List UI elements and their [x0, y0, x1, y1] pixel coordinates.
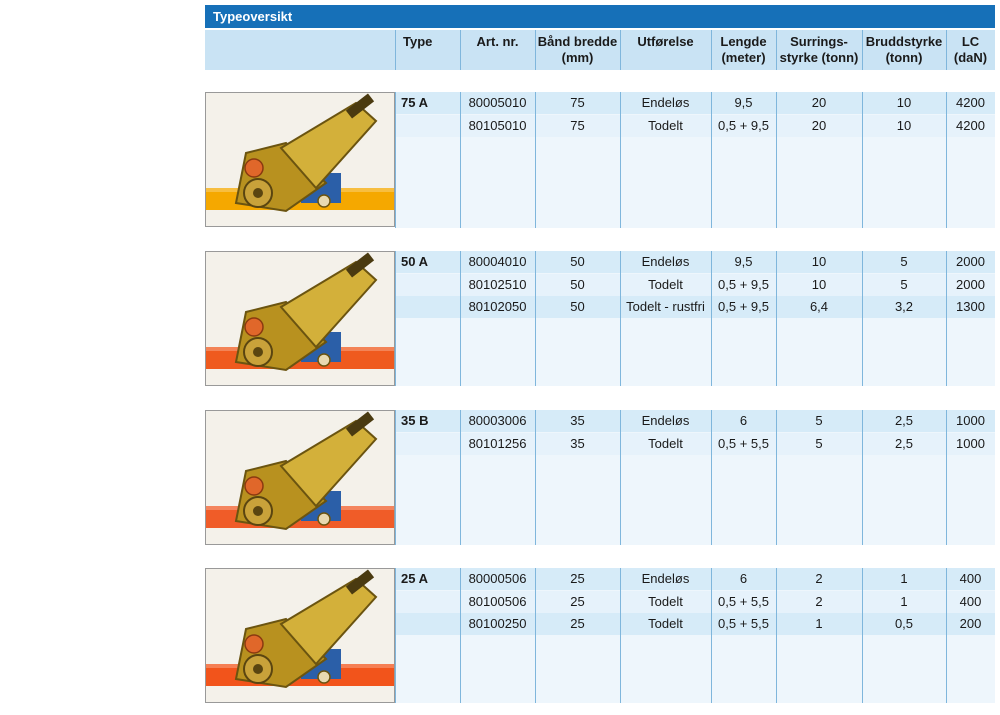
cell-art: 80000506 [468, 571, 527, 586]
cell-lc: 2000 [956, 276, 985, 292]
cell-bredde: 75 [570, 95, 585, 110]
header-divider [862, 30, 863, 70]
cell-brudd: 0,5 [894, 616, 914, 632]
cell-brudd: 1 [900, 593, 908, 609]
cell-utforelse: Todelt [648, 593, 683, 609]
ratchet-strap-35b-image [205, 410, 395, 545]
header-divider [460, 30, 461, 70]
cell-bredde: 50 [570, 254, 585, 269]
cell-brudd: 10 [896, 117, 912, 133]
section-title: Typeoversikt [205, 5, 995, 28]
column-header-bredde: Bånd bredde (mm) [537, 34, 618, 65]
cell-brudd: 2,5 [894, 435, 914, 451]
cell-brudd: 5 [900, 276, 908, 292]
cell-lengde: 6 [739, 571, 748, 586]
cell-art: 80102050 [468, 299, 527, 315]
table-header [205, 30, 995, 70]
cell-lc: 1300 [956, 299, 985, 315]
cell-surring: 1 [815, 616, 823, 632]
cell-utforelse: Todelt [648, 276, 683, 292]
column-header-lc: LC (daN) [953, 34, 988, 65]
type-label: 35 B [401, 413, 429, 428]
cell-lengde: 0,5 + 5,5 [718, 593, 769, 609]
cell-lc: 4200 [956, 117, 985, 133]
ratchet-icon [206, 411, 394, 544]
cell-bredde: 50 [570, 299, 585, 315]
cell-lc: 1000 [956, 435, 985, 451]
cell-bredde: 50 [570, 276, 585, 292]
cell-lengde: 0,5 + 9,5 [718, 117, 769, 133]
ratchet-icon [206, 252, 394, 385]
cell-lc: 400 [959, 593, 982, 609]
header-divider [946, 30, 947, 70]
cell-lc: 1000 [956, 413, 985, 428]
ratchet-icon [206, 93, 394, 226]
cell-lc: 400 [959, 571, 982, 586]
cell-lengde: 0,5 + 5,5 [718, 435, 769, 451]
cell-lengde: 9,5 [734, 254, 753, 269]
column-header-surring: Surrings- styrke (tonn) [779, 34, 859, 65]
cell-bredde: 25 [570, 571, 585, 586]
cell-utforelse: Todelt [648, 616, 683, 632]
cell-utforelse: Endeløs [641, 413, 690, 428]
ratchet-icon [206, 569, 394, 702]
cell-lengde: 9,5 [734, 95, 753, 110]
column-header-art: Art. nr. [476, 34, 519, 49]
cell-art: 80003006 [468, 413, 527, 428]
cell-art: 80101256 [468, 435, 527, 451]
cell-bredde: 25 [570, 616, 585, 632]
header-divider [620, 30, 621, 70]
cell-brudd: 10 [896, 95, 912, 110]
cell-bredde: 25 [570, 593, 585, 609]
column-header-lengde: Lengde (meter) [720, 34, 767, 65]
cell-brudd: 5 [900, 254, 908, 269]
cell-bredde: 75 [570, 117, 585, 133]
column-header-type: Type [403, 34, 433, 49]
cell-surring: 10 [811, 276, 827, 292]
header-divider [535, 30, 536, 70]
cell-art: 80100250 [468, 616, 527, 632]
cell-surring: 2 [815, 593, 823, 609]
cell-brudd: 2,5 [894, 413, 914, 428]
cell-surring: 5 [815, 413, 823, 428]
cell-surring: 5 [815, 435, 823, 451]
type-label: 75 A [401, 95, 428, 110]
cell-brudd: 3,2 [894, 299, 914, 315]
cell-art: 80004010 [468, 254, 527, 269]
cell-utforelse: Todelt [648, 117, 683, 133]
cell-lengde: 0,5 + 9,5 [718, 299, 769, 315]
cell-utforelse: Endeløs [641, 571, 690, 586]
cell-surring: 10 [811, 254, 827, 269]
cell-lc: 4200 [956, 95, 985, 110]
column-header-brudd: Bruddstyrke (tonn) [865, 34, 943, 65]
cell-lc: 200 [959, 616, 982, 632]
cell-utforelse: Endeløs [641, 254, 690, 269]
cell-bredde: 35 [570, 413, 585, 428]
cell-lengde: 0,5 + 5,5 [718, 616, 769, 632]
cell-surring: 20 [811, 117, 827, 133]
cell-art: 80102510 [468, 276, 527, 292]
cell-art: 80105010 [468, 117, 527, 133]
type-label: 50 A [401, 254, 428, 269]
header-divider [711, 30, 712, 70]
cell-art: 80005010 [468, 95, 527, 110]
cell-utforelse: Todelt - rustfri [626, 299, 705, 315]
cell-utforelse: Todelt [648, 435, 683, 451]
ratchet-strap-50a-image [205, 251, 395, 386]
cell-utforelse: Endeløs [641, 95, 690, 110]
ratchet-strap-75a-image [205, 92, 395, 227]
ratchet-strap-25a-image [205, 568, 395, 703]
header-divider [776, 30, 777, 70]
cell-art: 80100506 [468, 593, 527, 609]
cell-brudd: 1 [900, 571, 908, 586]
cell-bredde: 35 [570, 435, 585, 451]
header-divider [395, 30, 396, 70]
cell-surring: 2 [815, 571, 823, 586]
cell-lc: 2000 [956, 254, 985, 269]
type-label: 25 A [401, 571, 428, 586]
column-header-utforelse: Utførelse [637, 34, 694, 49]
cell-lengde: 6 [739, 413, 748, 428]
cell-surring: 6,4 [809, 299, 829, 315]
cell-surring: 20 [811, 95, 827, 110]
cell-lengde: 0,5 + 9,5 [718, 276, 769, 292]
